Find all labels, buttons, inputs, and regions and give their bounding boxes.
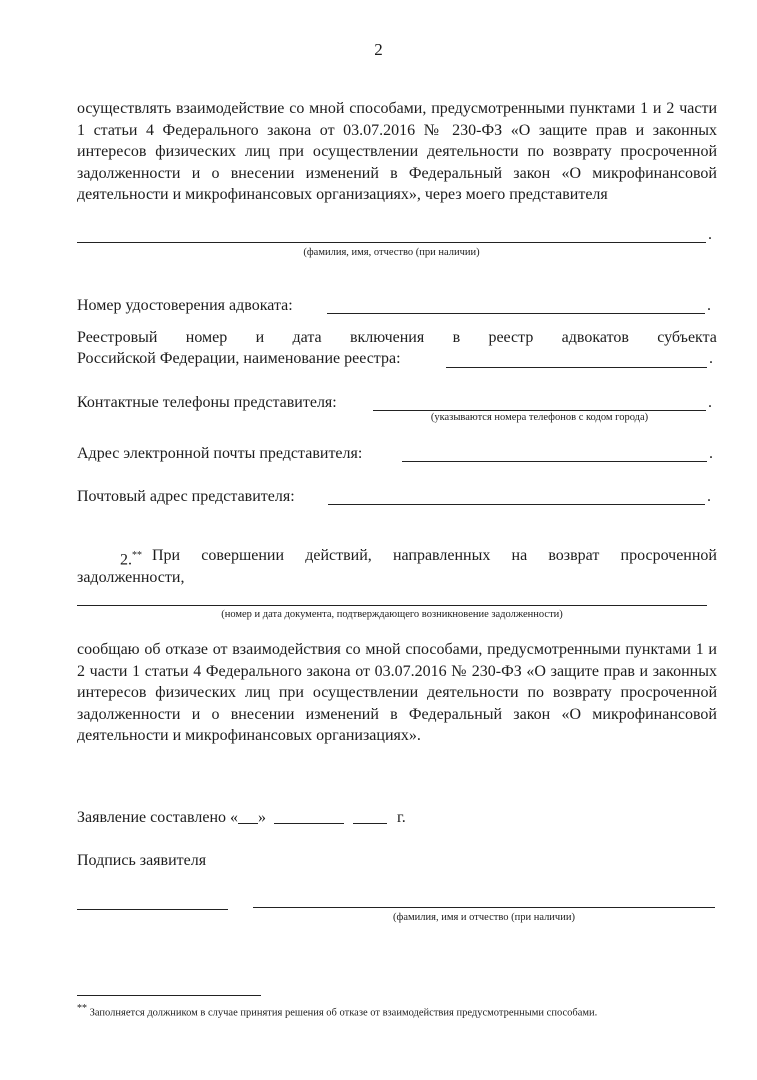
email-label: Адрес электронной почты представителя: (77, 445, 363, 462)
line-end-dot: . (708, 394, 712, 411)
phones-caption: (указываются номера телефонов с кодом города) (430, 412, 649, 423)
line-end-dot: . (708, 226, 712, 243)
registry-word: и (255, 329, 265, 346)
line-end-dot: . (709, 350, 713, 367)
registry-word: номер (185, 329, 228, 346)
date-open-quote: « (230, 809, 239, 826)
signature-line[interactable] (77, 909, 228, 910)
date-day-blank[interactable] (238, 809, 258, 824)
phones-line[interactable] (373, 410, 706, 411)
footnote (77, 1003, 597, 1019)
date-month-blank[interactable] (274, 809, 344, 824)
item-2-footnote-mark: ** (132, 550, 142, 561)
date-year-suffix: г. (397, 809, 406, 826)
signature-name-line[interactable] (253, 907, 715, 908)
lawyer-id-label: Номер удостоверения адвоката: (77, 297, 293, 314)
footnote-mark: ** (77, 1003, 87, 1014)
lawyer-id-line[interactable] (327, 313, 705, 314)
signature-label: Подпись заявителя (77, 852, 207, 869)
debt-document-caption: (номер и дата документа, подтверждающего возникновение задолженности) (221, 609, 563, 620)
registry-word: реестр (488, 329, 534, 346)
email-line[interactable] (402, 461, 707, 462)
item-2-text: При совершении действий, направленных на возврат просроченной задолженности, (77, 547, 717, 586)
footnote-text: Заполняется должником в случае принятия решения об отказе от взаимодействия предусмотренными способами. (89, 1007, 598, 1019)
date-label: Заявление составлено (77, 809, 227, 826)
date-close-quote: » (258, 809, 267, 826)
line-end-dot: . (707, 297, 711, 314)
item-2-number: 2. (120, 551, 132, 569)
date-row (77, 809, 406, 827)
registry-word: включения (349, 329, 425, 346)
registry-name-label: Российской Федерации, наименование реестра: (77, 350, 401, 367)
registry-word: Реестровый (77, 329, 158, 346)
postal-line[interactable] (328, 504, 705, 505)
refusal-paragraph: сообщаю об отказе от взаимодействия со мной способами, предусмотренными пунктами 1 и 2 части 1 статьи 4 Федерального закона от 03.07.2016 № 230-ФЗ «О защите прав и законных интересов физических лиц при осуществлении деятельности по возврату просроченной задолженности и о внесении изменений в Федеральный закон «О микрофинансовой деятельности и микрофинансовых организациях». (77, 641, 717, 744)
page-number: 2 (374, 40, 383, 59)
line-end-dot: . (707, 488, 711, 505)
postal-label: Почтовый адрес представителя: (77, 488, 295, 505)
registry-word: дата (292, 329, 322, 346)
signature-name-caption: (фамилия, имя и отчество (при наличии) (393, 912, 575, 923)
footnote-separator (77, 995, 261, 996)
registry-word: адвокатов (561, 329, 629, 346)
registry-word: в (452, 329, 461, 346)
phones-label: Контактные телефоны представителя: (77, 394, 337, 411)
date-year-blank[interactable] (353, 809, 387, 824)
consent-paragraph: осуществлять взаимодействие со мной способами, предусмотренными пунктами 1 и 2 части 1 статьи 4 Федерального закона от 03.07.2016 № 230-ФЗ «О защите прав и законных интересов физических лиц при осуществлении деятельности по возврату просроченной задолженности и о внесении изменений в Федеральный закон «О микрофинансовой деятельности и микрофинансовых организациях», через моего представителя (77, 100, 717, 203)
line-end-dot: . (709, 445, 713, 462)
representative-name-caption: (фамилия, имя, отчество (при наличии) (303, 247, 480, 258)
registry-word: субъекта (657, 329, 717, 346)
debt-document-line[interactable] (77, 605, 707, 606)
registry-name-line[interactable] (446, 367, 707, 368)
representative-name-line[interactable] (77, 242, 706, 243)
registry-line-1 (77, 329, 717, 347)
